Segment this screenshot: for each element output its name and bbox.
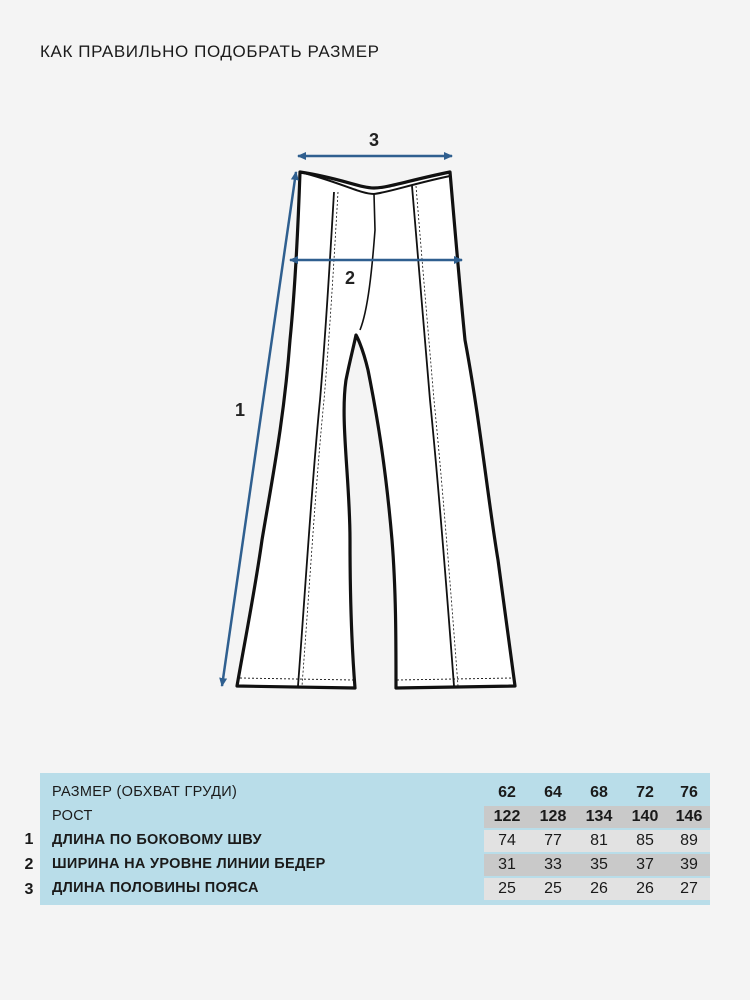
table-cell: 89 [680, 832, 698, 849]
table-cell: 64 [544, 784, 562, 801]
row-number: 2 [24, 856, 34, 873]
table-cell: 146 [675, 808, 703, 825]
pants-outline [234, 172, 515, 688]
row-values [484, 854, 710, 876]
table-cell: 25 [498, 880, 516, 897]
table-cell: 37 [636, 856, 654, 873]
table-cell: 33 [544, 856, 562, 873]
table-row-height [40, 806, 710, 828]
row-values [484, 830, 710, 852]
table-cell: 26 [590, 880, 608, 897]
table-cell: 134 [585, 808, 613, 825]
table-cell: 128 [539, 808, 567, 825]
table-cell: 35 [590, 856, 608, 873]
row-number: 3 [24, 881, 34, 898]
label-hip-width: 2 [344, 268, 356, 288]
table-cell: 31 [498, 856, 516, 873]
row-label: ДЛИНА ПО БОКОВОМУ ШВУ [52, 832, 262, 848]
table-cell: 85 [636, 832, 654, 849]
table-cell: 74 [498, 832, 516, 849]
table-cell: 68 [590, 784, 608, 801]
row-label: ДЛИНА ПОЛОВИНЫ ПОЯСА [52, 880, 259, 896]
row-values [484, 806, 710, 828]
table-row-hip-width [40, 854, 710, 876]
row-values [484, 878, 710, 900]
label-side-length: 1 [234, 400, 246, 420]
table-cell: 26 [636, 880, 654, 897]
table-cell: 39 [680, 856, 698, 873]
label-waist-half: 3 [368, 130, 380, 150]
row-label: РАЗМЕР (ОБХВАТ ГРУДИ) [52, 784, 238, 800]
table-cell: 27 [680, 880, 698, 897]
table-cell: 76 [680, 784, 698, 801]
table-cell: 81 [590, 832, 608, 849]
table-cell: 72 [636, 784, 654, 801]
row-label: ШИРИНА НА УРОВНЕ ЛИНИИ БЕДЕР [52, 856, 326, 872]
table-cell: 25 [544, 880, 562, 897]
size-table [40, 773, 710, 905]
row-label: РОСТ [52, 808, 93, 824]
table-cell: 77 [544, 832, 562, 849]
table-row-waist-half [40, 878, 710, 900]
row-number: 1 [24, 831, 34, 848]
table-row-size [40, 782, 710, 804]
table-cell: 140 [631, 808, 659, 825]
table-cell: 62 [498, 784, 516, 801]
table-row-side-length [40, 830, 710, 852]
page-title: КАК ПРАВИЛЬНО ПОДОБРАТЬ РАЗМЕР [40, 42, 380, 61]
row-values [484, 782, 710, 804]
table-cell: 122 [493, 808, 521, 825]
